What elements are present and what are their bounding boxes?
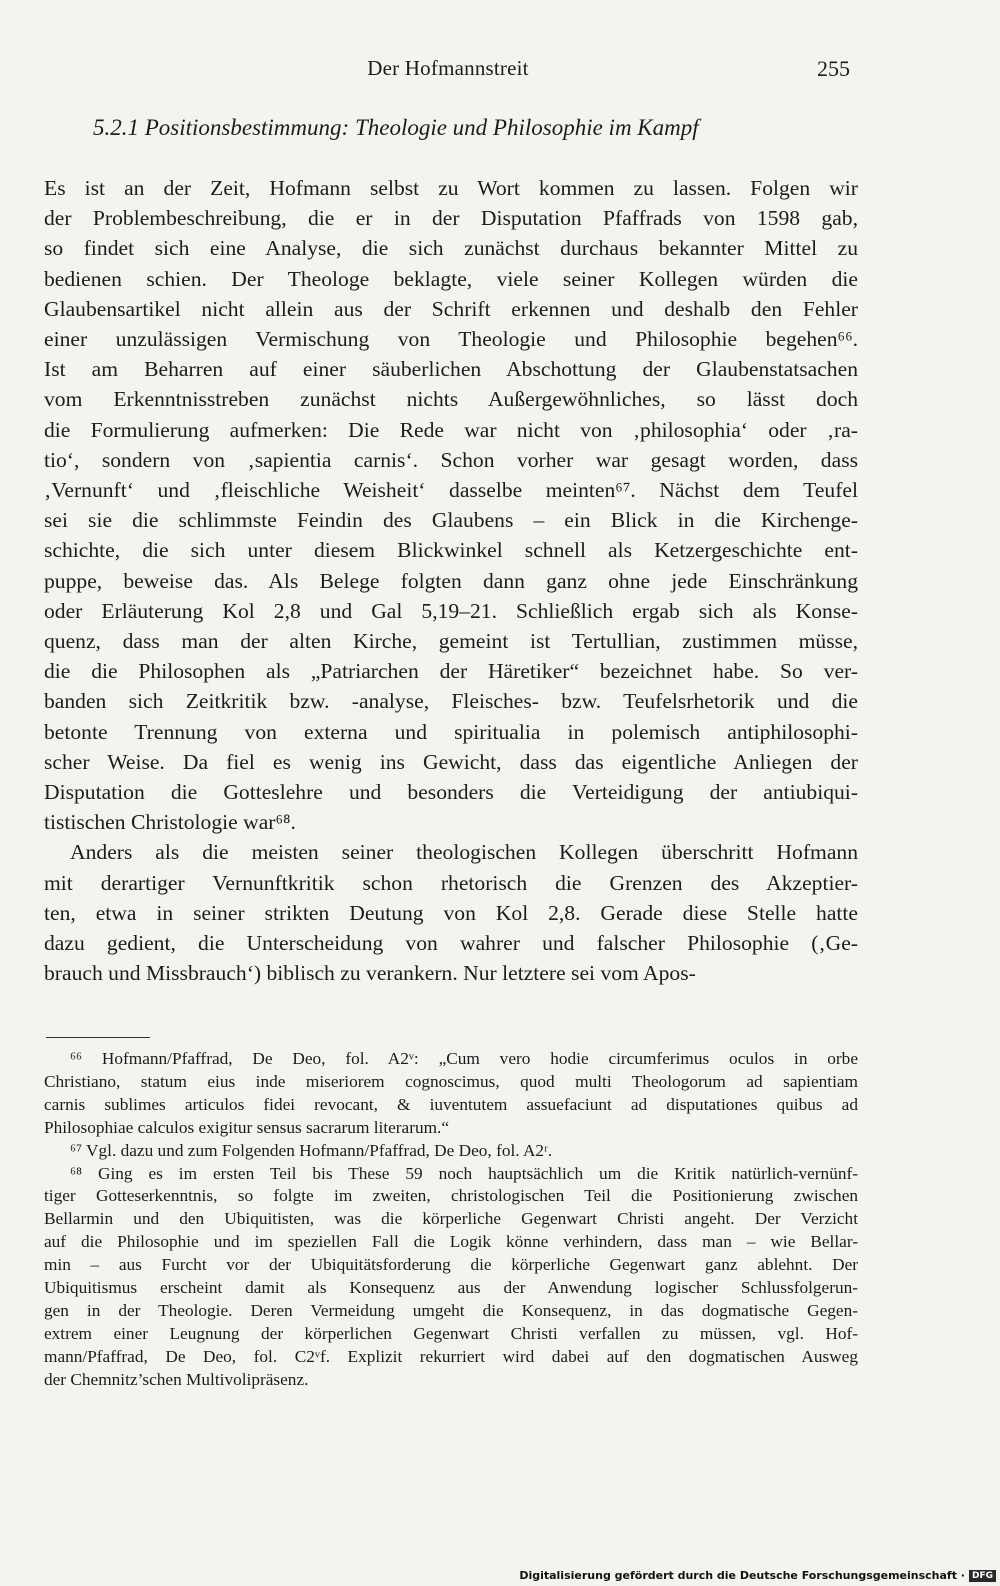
footnote-67 — [44, 1140, 858, 1163]
text-line: Glaubensartikel nicht allein aus der Schrift erkennen und deshalb den Fehler — [44, 296, 858, 321]
running-head: Der Hofmannstreit — [367, 56, 529, 80]
footnote-66 — [44, 1048, 858, 1140]
text-line: gen in der Theologie. Deren Vermeidung umgeht die Konsequenz, in das dogmatische Gegen- — [44, 1300, 858, 1320]
text-line: ⁶⁷ Vgl. dazu und zum Folgenden Hofmann/Pfaffrad, De Deo, fol. A2ʳ. — [70, 1140, 553, 1160]
digitization-credit — [519, 1569, 996, 1582]
credit-text: Digitalisierung gefördert durch die Deutsche Forschungsgemeinschaft · — [519, 1569, 965, 1582]
text-line: tistischen Christologie war⁶⁸. — [44, 810, 296, 835]
text-line: puppe, beweise das. Als Belege folgten dann ganz ohne jede Einschränkung — [44, 568, 858, 593]
footnote-68 — [44, 1163, 858, 1392]
text-line: vom Erkenntnisstreben zunächst nichts Außergewöhnliches, so lässt doch — [44, 387, 858, 412]
text-line: die die Philosophen als „Patriarchen der Häretiker“ bezeichnet habe. So ver- — [44, 659, 858, 684]
text-line: auf die Philosophie und im speziellen Fall die Logik könne verhindern, dass man – wie Bellar- — [44, 1232, 858, 1252]
text-line: extrem einer Leugnung der körperlichen Gegenwart Christi verfallen zu müssen, vgl. Hof- — [44, 1323, 858, 1343]
text-line: bedienen schien. Der Theologe beklagte, viele seiner Kollegen würden die — [44, 266, 858, 291]
text-line: carnis sublimes articulos fidei revocant, & iuventutem assuefaciunt ad disputationes quibus ad — [44, 1094, 858, 1114]
page-number: 255 — [817, 56, 850, 81]
text-line: einer unzulässigen Vermischung von Theologie und Philosophie begehen⁶⁶. — [44, 327, 858, 352]
text-line: die Formulierung aufmerken: Die Rede war nicht von ‚philosophia‘ oder ‚ra- — [44, 417, 858, 442]
text-line: Anders als die meisten seiner theologischen Kollegen überschritt Hofmann — [70, 840, 858, 865]
text-line: ⁶⁶ Hofmann/Pfaffrad, De Deo, fol. A2ᵛ: „Cum vero hodie circumferimus oculos in orbe — [70, 1049, 858, 1068]
text-line: Ist am Beharren auf einer säuberlichen Abschottung der Glaubenstatsachen — [44, 357, 858, 382]
text-line: min – aus Furcht vor der Ubiquitätsforderung die körperliche Gegenwart ganz ablehnt. Der — [44, 1255, 858, 1275]
footnote-rule — [46, 1037, 150, 1038]
text-line: banden sich Zeitkritik bzw. -analyse, Fleisches- bzw. Teufelsrhetorik und die — [44, 689, 858, 714]
text-line: betonte Trennung von externa und spiritualia in polemisch antiphilosophi- — [44, 719, 858, 744]
text-line: tio‘, sondern von ‚sapientia carnis‘. Schon vorher war gesagt worden, dass — [44, 447, 858, 472]
body-text — [44, 173, 858, 988]
text-line: ‚Vernunft‘ und ‚fleischliche Weisheit‘ dasselbe meinten⁶⁷. Nächst dem Teufel — [44, 478, 858, 503]
footnotes — [44, 1048, 858, 1392]
text-line: schichte, die sich unter diesem Blickwinkel schnell als Ketzergeschichte ent- — [44, 538, 858, 563]
text-line: oder Erläuterung Kol 2,8 und Gal 5,19–21. Schließlich ergab sich als Konse- — [44, 598, 858, 623]
text-line: Bellarmin und den Ubiquitisten, was die körperliche Gegenwart Christi angeht. Der Verzicht — [44, 1209, 858, 1229]
text-line: quenz, dass man der alten Kirche, gemeint ist Tertullian, zustimmen müsse, — [44, 629, 858, 654]
text-line: brauch und Missbrauch‘) biblisch zu verankern. Nur letztere sei vom Apos- — [44, 961, 696, 986]
text-line: mit derartiger Vernunftkritik schon rhetorisch die Grenzen des Akzeptier- — [44, 870, 858, 895]
text-line: dazu gedient, die Unterscheidung von wahrer und falscher Philosophie (‚Ge- — [44, 931, 858, 956]
text-line: so findet sich eine Analyse, die sich zunächst durchaus bekannter Mittel zu — [44, 236, 858, 261]
text-line: der Problembeschreibung, die er in der Disputation Pfaffrads von 1598 gab, — [44, 206, 858, 231]
text-line: ten, etwa in seiner strikten Deutung von Kol 2,8. Gerade diese Stelle hatte — [44, 900, 858, 925]
text-line: Disputation die Gotteslehre und besonders die Verteidigung der antiubiqui- — [44, 780, 858, 805]
paragraph-1 — [44, 173, 858, 837]
section-heading: 5.2.1 Positionsbestimmung: Theologie und Philosophie im Kampf — [93, 115, 699, 140]
text-line: Philosophiae calculos exigitur sensus sacrarum literarum.“ — [44, 1117, 450, 1137]
page-header — [46, 56, 850, 88]
text-line: Ubiquitismus erscheint damit als Konsequenz aus der Anwendung logischer Schlussfolgerun- — [44, 1278, 858, 1298]
text-line: scher Weise. Da fiel es wenig ins Gewicht, dass das eigentliche Anliegen der — [44, 749, 858, 774]
dfg-logo-icon: DFG — [969, 1570, 996, 1582]
text-line: sei sie die schlimmste Feindin des Glaubens – ein Blick in die Kirchenge- — [44, 508, 858, 533]
text-line: Christiano, statum eius inde miseriorem cognoscimus, quod multi Theologorum ad sapientiam — [44, 1071, 858, 1091]
text-line: mann/Pfaffrad, De Deo, fol. C2ᵛf. Explizit rekurriert wird dabei auf den dogmatischen Ausweg — [44, 1346, 858, 1366]
text-line: der Chemnitz’schen Multivolipräsenz. — [44, 1369, 309, 1389]
text-line: ⁶⁸ Ging es im ersten Teil bis These 59 noch hauptsächlich um die Kritik natürlich-vernünf- — [70, 1163, 858, 1183]
paragraph-2 — [44, 837, 858, 988]
text-line: Es ist an der Zeit, Hofmann selbst zu Wort kommen zu lassen. Folgen wir — [44, 176, 858, 200]
text-line: tiger Gotteserkenntnis, so folgte im zweiten, christologischen Teil die Positionierung zwischen — [44, 1186, 858, 1206]
